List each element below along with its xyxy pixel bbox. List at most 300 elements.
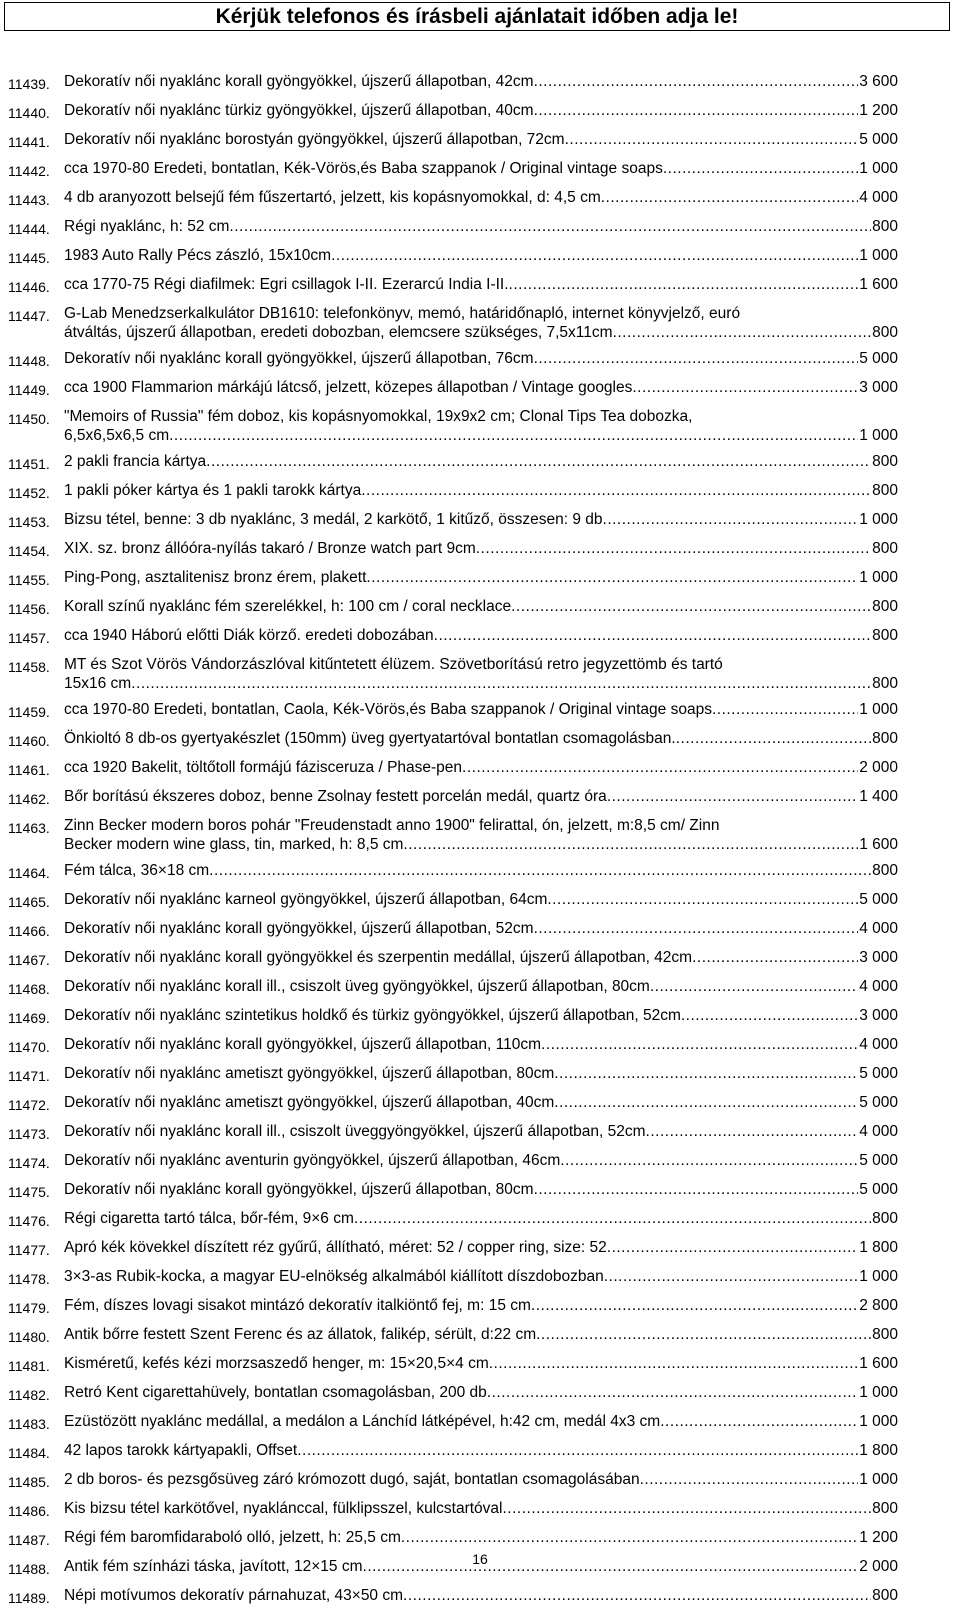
item-description-text: Retró Kent cigarettahüvely, bontatlan csomagolásban, 200 db [64, 1384, 487, 1401]
item-price-line [64, 275, 898, 294]
item-price: 1 800 [859, 1239, 898, 1256]
item-price-line [64, 861, 898, 880]
item-price: 1 000 [859, 511, 898, 528]
item-description-text: cca 1770-75 Régi diafilmek: Egri csillagok I-II. Ezerarcú India I-II. [64, 276, 509, 293]
dot-leader [603, 510, 859, 529]
dot-leader [646, 1122, 859, 1141]
list-item [0, 246, 960, 268]
item-price: 3 000 [859, 949, 898, 966]
item-description-text: Antik bőrre festett Szent Ferenc és az állatok, falikép, sérült, d:22 cm [64, 1326, 537, 1343]
item-description-text: cca 1900 Flammarion márkájú látcső, jelzett, közepes állapotban / Vintage googles [64, 379, 633, 396]
item-price: 1 400 [859, 788, 898, 805]
item-number: 11465. [8, 894, 50, 910]
item-description [64, 1035, 898, 1054]
dot-leader [229, 217, 871, 236]
item-description-text: 6,5x6,5x6,5 cm [64, 427, 170, 444]
item-price-line [64, 323, 898, 342]
item-description-text: XIX. sz. bronz állóóra-nyílás takaró / Bronze watch part 9cm [64, 540, 476, 557]
dot-leader [663, 159, 858, 178]
item-price: 1 000 [859, 1413, 898, 1430]
item-number: 11454. [8, 543, 50, 559]
list-item [0, 568, 960, 590]
item-price-line [64, 72, 898, 91]
item-price-line [64, 597, 898, 616]
list-item [0, 700, 960, 722]
dot-leader [676, 729, 871, 748]
list-item [0, 188, 960, 210]
item-price: 1 000 [859, 1268, 898, 1285]
item-description-text: Dekoratív női nyaklánc karneol gyöngyökkel, újszerű állapotban, 64cm [64, 891, 548, 908]
list-item [0, 1383, 960, 1405]
item-description-text: Dekoratív női nyaklánc korall gyöngyökkel, újszerű állapotban, 110cm [64, 1036, 542, 1053]
item-price-line [64, 130, 898, 149]
list-item [0, 787, 960, 809]
item-price-line [64, 101, 898, 120]
dot-leader [509, 275, 859, 294]
page-banner: Kérjük telefonos és írásbeli ajánlatait időben adja le! [4, 2, 950, 31]
item-number: 11470. [8, 1039, 50, 1055]
item-description [64, 1151, 898, 1170]
item-price-line [64, 426, 898, 445]
item-description [64, 816, 898, 854]
item-description [64, 861, 898, 880]
item-description-text: Kis bizsu tétel karkötővel, nyaklánccal, fülklipsszel, kulcstartóval [64, 1500, 503, 1517]
item-description-text: 1 pakli póker kártya és 1 pakli tarokk kártya [64, 482, 362, 499]
item-description [64, 729, 898, 748]
item-description [64, 655, 898, 693]
item-description [64, 217, 898, 236]
list-item [0, 1296, 960, 1318]
item-price: 3 000 [859, 1007, 898, 1024]
dot-leader [660, 1412, 858, 1431]
item-description [64, 1093, 898, 1112]
item-price: 800 [872, 730, 898, 747]
list-item [0, 1499, 960, 1521]
item-description-line: "Memoirs of Russia" fém doboz, kis kopásnyomokkal, 19x9x2 cm; Clonal Tips Tea dobozka, [64, 408, 693, 425]
item-number: 11446. [8, 279, 50, 295]
item-price-line [64, 1035, 898, 1054]
list-item [0, 304, 960, 342]
item-description-text: Régi nyaklánc, h: 52 cm [64, 218, 230, 235]
list-item [0, 1209, 960, 1231]
item-number: 11455. [8, 572, 50, 588]
item-price: 1 600 [859, 836, 898, 853]
item-description [64, 1006, 898, 1025]
item-description [64, 72, 898, 91]
item-description-text: 2 db boros- és pezsgősüveg záró krómozott dugó, saját, bontatlan csomagolásában [64, 1471, 640, 1488]
item-description-line: Zinn Becker modern boros pohár "Freudenstadt anno 1900" felirattal, ón, jelzett, m:8,5 cm/ Zinn [64, 817, 720, 834]
dot-leader [632, 378, 858, 397]
item-description [64, 1528, 898, 1547]
item-description-text: Önkioltó 8 db-os gyertyakészlet (150mm) üveg gyertyatartóval bontatlan csomagolásban. [64, 730, 676, 747]
item-description-text: cca 1920 Bakelit, töltőtoll formájú fázisceruza / Phase-pen [64, 759, 463, 776]
item-description [64, 1325, 898, 1344]
item-price: 5 000 [859, 891, 898, 908]
item-number: 11469. [8, 1010, 50, 1026]
list-item [0, 1470, 960, 1492]
item-price: 800 [872, 324, 898, 341]
item-number: 11440. [8, 105, 50, 121]
item-number: 11449. [8, 382, 50, 398]
item-description-text: Bőr borítású ékszeres doboz, benne Zsolnay festett porcelán medál, quartz óra [64, 788, 607, 805]
dot-leader [489, 1354, 858, 1373]
dot-leader [354, 1209, 871, 1228]
item-number: 11451. [8, 456, 50, 472]
item-price: 5 000 [859, 131, 898, 148]
item-number: 11474. [8, 1155, 50, 1171]
item-description-text: Dekoratív női nyaklánc korall gyöngyökkel és szerpentin medállal, újszerű állapotban, 42cm [64, 949, 693, 966]
item-number: 11485. [8, 1474, 50, 1490]
item-price-line [64, 1151, 898, 1170]
item-price-line [64, 510, 898, 529]
dot-leader [547, 890, 858, 909]
item-description-text: Dekoratív női nyaklánc ametiszt gyöngyökkel, újszerű állapotban, 80cm [64, 1065, 555, 1082]
item-description [64, 1180, 898, 1199]
item-number: 11489. [8, 1590, 50, 1606]
item-price: 2 000 [859, 1558, 898, 1575]
item-number: 11464. [8, 865, 50, 881]
item-number: 11480. [8, 1329, 50, 1345]
item-description-text: Antik fém színházi táska, javított, 12×15 cm [64, 1558, 363, 1575]
item-price-line [64, 217, 898, 236]
item-price: 1 000 [859, 427, 898, 444]
item-price: 4 000 [859, 1123, 898, 1140]
item-price: 800 [872, 482, 898, 499]
item-number: 11463. [8, 820, 50, 836]
list-item [0, 729, 960, 751]
item-price-line [64, 1470, 898, 1489]
item-price: 3 600 [859, 73, 898, 90]
item-number: 11471. [8, 1068, 50, 1084]
dot-leader [534, 72, 859, 91]
item-description-text: Dekoratív női nyaklánc aventurin gyöngyökkel, újszerű állapotban, 46cm [64, 1152, 561, 1169]
item-description-text: Ping-Pong, asztalitenisz bronz érem, plakett [64, 569, 367, 586]
list-item [0, 217, 960, 239]
list-item [0, 1035, 960, 1057]
item-number: 11444. [8, 221, 50, 237]
dot-leader [541, 1035, 858, 1054]
list-item [0, 407, 960, 445]
dot-leader [403, 835, 858, 854]
item-price-line [64, 1238, 898, 1257]
page-number: 16 [472, 1551, 488, 1567]
item-description [64, 452, 898, 471]
dot-leader [534, 919, 859, 938]
item-description-text: átváltás, újszerű állapotban, eredeti dobozban, elemcsere szükséges, 7,5x11cm [64, 324, 613, 341]
item-price: 1 200 [859, 102, 898, 119]
item-description-text: Fém, díszes lovagi sisakot mintázó dekoratív italkiöntő fej, m: 15 cm [64, 1297, 531, 1314]
list-item [0, 159, 960, 181]
dot-leader [534, 101, 859, 120]
item-price: 5 000 [859, 1065, 898, 1082]
item-number: 11459. [8, 704, 50, 720]
item-number: 11486. [8, 1503, 50, 1519]
list-item [0, 101, 960, 123]
item-description [64, 1354, 898, 1373]
dot-leader [297, 1441, 858, 1460]
item-price: 800 [872, 540, 898, 557]
item-price: 5 000 [859, 1181, 898, 1198]
item-description [64, 977, 898, 996]
item-description-text: Korall színű nyaklánc fém szerelékkel, h: 100 cm / coral necklace [64, 598, 512, 615]
list-item [0, 1325, 960, 1347]
item-number: 11457. [8, 630, 50, 646]
list-item [0, 1093, 960, 1115]
item-price: 1 200 [859, 1529, 898, 1546]
list-item [0, 452, 960, 474]
item-description-text: Dekoratív női nyaklánc türkiz gyöngyökkel, újszerű állapotban, 40cm [64, 102, 534, 119]
dot-leader [366, 568, 858, 587]
item-price-line [64, 919, 898, 938]
list-item [0, 1064, 960, 1086]
item-description-text: Dekoratív női nyaklánc korall gyöngyökkel, újszerű állapotban, 80cm [64, 1181, 534, 1198]
item-number: 11468. [8, 981, 50, 997]
item-description [64, 758, 898, 777]
item-price-line [64, 378, 898, 397]
item-description-text: Dekoratív női nyaklánc szintetikus holdkő és türkiz gyöngyökkel, újszerű állapotban, 52cm [64, 1007, 681, 1024]
list-item [0, 626, 960, 648]
item-number: 11456. [8, 601, 50, 617]
item-price-line [64, 758, 898, 777]
item-description-text: cca 1970-80 Eredeti, bontatlan, Caola, Kék-Vörös,és Baba szappanok / Original vintage soaps [64, 701, 712, 718]
item-price-line [64, 835, 898, 854]
item-description [64, 481, 898, 500]
list-item [0, 919, 960, 941]
item-price: 1 800 [859, 1442, 898, 1459]
list-item [0, 275, 960, 297]
item-price-line [64, 568, 898, 587]
item-number: 11484. [8, 1445, 50, 1461]
item-number: 11448. [8, 353, 50, 369]
item-price: 1 000 [859, 247, 898, 264]
dot-leader [476, 539, 871, 558]
item-description [64, 890, 898, 909]
list-item [0, 1586, 960, 1608]
item-price: 800 [872, 1587, 898, 1604]
item-number: 11475. [8, 1184, 50, 1200]
list-item [0, 758, 960, 780]
dot-leader [209, 861, 871, 880]
item-price: 1 000 [859, 701, 898, 718]
list-item [0, 510, 960, 532]
item-price-line [64, 1499, 898, 1518]
item-number: 11447. [8, 308, 50, 324]
item-description-text: 42 lapos tarokk kártyapakli, Offset [64, 1442, 298, 1459]
item-number: 11442. [8, 163, 50, 179]
item-description [64, 1267, 898, 1286]
item-description [64, 1238, 898, 1257]
item-number: 11476. [8, 1213, 50, 1229]
item-price: 5 000 [859, 350, 898, 367]
item-number: 11461. [8, 762, 50, 778]
list-item [0, 1180, 960, 1202]
dot-leader [534, 1180, 859, 1199]
dot-leader [361, 481, 871, 500]
item-number: 11439. [8, 76, 50, 92]
item-number: 11487. [8, 1532, 50, 1548]
item-price-line [64, 977, 898, 996]
list-item [0, 1441, 960, 1463]
item-number: 11467. [8, 952, 50, 968]
item-price: 5 000 [859, 1094, 898, 1111]
item-number: 11479. [8, 1300, 50, 1316]
list-item [0, 890, 960, 912]
item-price-line [64, 1267, 898, 1286]
dot-leader [650, 977, 858, 996]
item-price-line [64, 1528, 898, 1547]
item-price-line [64, 1383, 898, 1402]
item-price-line [64, 1586, 898, 1605]
item-description [64, 1064, 898, 1083]
item-number: 11477. [8, 1242, 50, 1258]
item-price-line [64, 1354, 898, 1373]
item-description-text: Dekoratív női nyaklánc borostyán gyöngyökkel, újszerű állapotban, 72cm [64, 131, 565, 148]
item-description [64, 1470, 898, 1489]
dot-leader [607, 1238, 858, 1257]
list-item [0, 1354, 960, 1376]
item-number: 11453. [8, 514, 50, 530]
item-description-text: 4 db aranyozott belsejű fém fűszertartó, jelzett, kis kopásnyomokkal, d: 4,5 cm [64, 189, 601, 206]
list-item [0, 378, 960, 400]
item-description-text: 3×3-as Rubik-kocka, a magyar EU-elnökség alkalmából kiállított díszdobozban [64, 1268, 604, 1285]
item-price-line [64, 349, 898, 368]
dot-leader [681, 1006, 858, 1025]
item-price: 1 000 [859, 1384, 898, 1401]
item-price-line [64, 159, 898, 178]
list-item [0, 1122, 960, 1144]
dot-leader [487, 1383, 858, 1402]
dot-leader [131, 674, 871, 693]
item-description-text: 1983 Auto Rally Pécs zászló, 15x10cm [64, 247, 332, 264]
item-description [64, 539, 898, 558]
item-price-line [64, 1325, 898, 1344]
item-number: 11445. [8, 250, 50, 266]
item-price-line [64, 1180, 898, 1199]
item-description-text: Dekoratív női nyaklánc ametiszt gyöngyökkel, újszerű állapotban, 40cm [64, 1094, 555, 1111]
item-price-line [64, 246, 898, 265]
item-number: 11462. [8, 791, 50, 807]
item-description-text: Népi motívumos dekoratív párnahuzat, 43×50 cm [64, 1587, 404, 1604]
item-description [64, 246, 898, 265]
dot-leader [692, 948, 858, 967]
item-price-line [64, 1296, 898, 1315]
dot-leader [712, 700, 858, 719]
item-price-line [64, 1122, 898, 1141]
item-price-line [64, 1441, 898, 1460]
dot-leader [534, 349, 859, 368]
item-price-line [64, 1064, 898, 1083]
item-description [64, 349, 898, 368]
item-price-line [64, 452, 898, 471]
dot-leader [554, 1093, 858, 1112]
list-item [0, 1267, 960, 1289]
item-number: 11473. [8, 1126, 50, 1142]
item-price: 800 [872, 1210, 898, 1227]
item-description [64, 568, 898, 587]
item-description-text: Bizsu tétel, benne: 3 db nyaklánc, 3 medál, 2 karkötő, 1 kitűző, összesen: 9 db [64, 511, 603, 528]
item-description-text: Régi fém baromfidaraboló olló, jelzett, h: 25,5 cm [64, 1529, 401, 1546]
item-description [64, 510, 898, 529]
item-description-text: 15x16 cm [64, 675, 132, 692]
dot-leader [565, 130, 859, 149]
item-number: 11443. [8, 192, 50, 208]
item-price-line [64, 948, 898, 967]
item-price: 4 000 [859, 189, 898, 206]
list-item [0, 861, 960, 883]
dot-leader [169, 426, 858, 445]
item-price-line [64, 1006, 898, 1025]
item-description [64, 130, 898, 149]
item-description [64, 1122, 898, 1141]
item-price: 1 000 [859, 569, 898, 586]
item-price: 4 000 [859, 1036, 898, 1053]
item-description [64, 626, 898, 645]
item-price-line [64, 188, 898, 207]
item-description [64, 1209, 898, 1228]
list-item [0, 1412, 960, 1434]
item-description [64, 304, 898, 342]
item-price: 800 [872, 1500, 898, 1517]
dot-leader [434, 626, 871, 645]
item-price-line [64, 787, 898, 806]
item-description [64, 1441, 898, 1460]
dot-leader [462, 758, 858, 777]
item-number: 11472. [8, 1097, 50, 1113]
item-description [64, 1412, 898, 1431]
item-price-line [64, 1412, 898, 1431]
item-price-line [64, 481, 898, 500]
item-price: 2 000 [859, 759, 898, 776]
item-price: 1 600 [859, 1355, 898, 1372]
dot-leader [531, 1296, 858, 1315]
item-price: 1 000 [859, 160, 898, 177]
item-description-text: cca 1970-80 Eredeti, bontatlan, Kék-Vörös,és Baba szappanok / Original vintage soaps [64, 160, 663, 177]
list-item [0, 597, 960, 619]
item-description-text: Dekoratív női nyaklánc korall gyöngyökkel, újszerű állapotban, 52cm [64, 920, 534, 937]
item-price-line [64, 729, 898, 748]
item-price: 800 [872, 218, 898, 235]
item-price: 800 [872, 1326, 898, 1343]
item-number: 11483. [8, 1416, 50, 1432]
item-description-text: Régi cigaretta tartó tálca, bőr-fém, 9×6 cm [64, 1210, 354, 1227]
dot-leader [403, 1586, 871, 1605]
list-item [0, 1238, 960, 1260]
item-price: 800 [872, 598, 898, 615]
item-description-text: Becker modern wine glass, tin, marked, h: 8,5 cm [64, 836, 404, 853]
item-description-text: Dekoratív női nyaklánc korall ill., csiszolt üveg gyöngyökkel, újszerű állapotban, 80cm [64, 978, 650, 995]
item-description-line: MT és Szot Vörös Vándorzászlóval kitűntetett élüzem. Szövetborítású retro jegyzettömb és tartó [64, 656, 723, 673]
item-price: 800 [872, 675, 898, 692]
list-item [0, 948, 960, 970]
list-item [0, 72, 960, 94]
list-item [0, 481, 960, 503]
item-price: 4 000 [859, 920, 898, 937]
list-item [0, 1151, 960, 1173]
item-description [64, 1586, 898, 1605]
item-description-line: G-Lab Menedzserkalkulátor DB1610: telefonkönyv, memó, határidőnapló, internet könyvjelző, euró [64, 305, 741, 322]
item-description-text: Apró kék kövekkel díszített réz gyűrű, állítható, méret: 52 / copper ring, size: 52 [64, 1239, 607, 1256]
item-price-line [64, 674, 898, 693]
list-item [0, 130, 960, 152]
dot-leader [554, 1064, 858, 1083]
item-description-text: 2 pakli francia kártya [64, 453, 207, 470]
item-description [64, 378, 898, 397]
item-description [64, 1383, 898, 1402]
dot-leader [536, 1325, 871, 1344]
item-price-line [64, 626, 898, 645]
item-number: 11466. [8, 923, 50, 939]
item-description-text: cca 1940 Háború előtti Diák körző. eredeti dobozában [64, 627, 434, 644]
